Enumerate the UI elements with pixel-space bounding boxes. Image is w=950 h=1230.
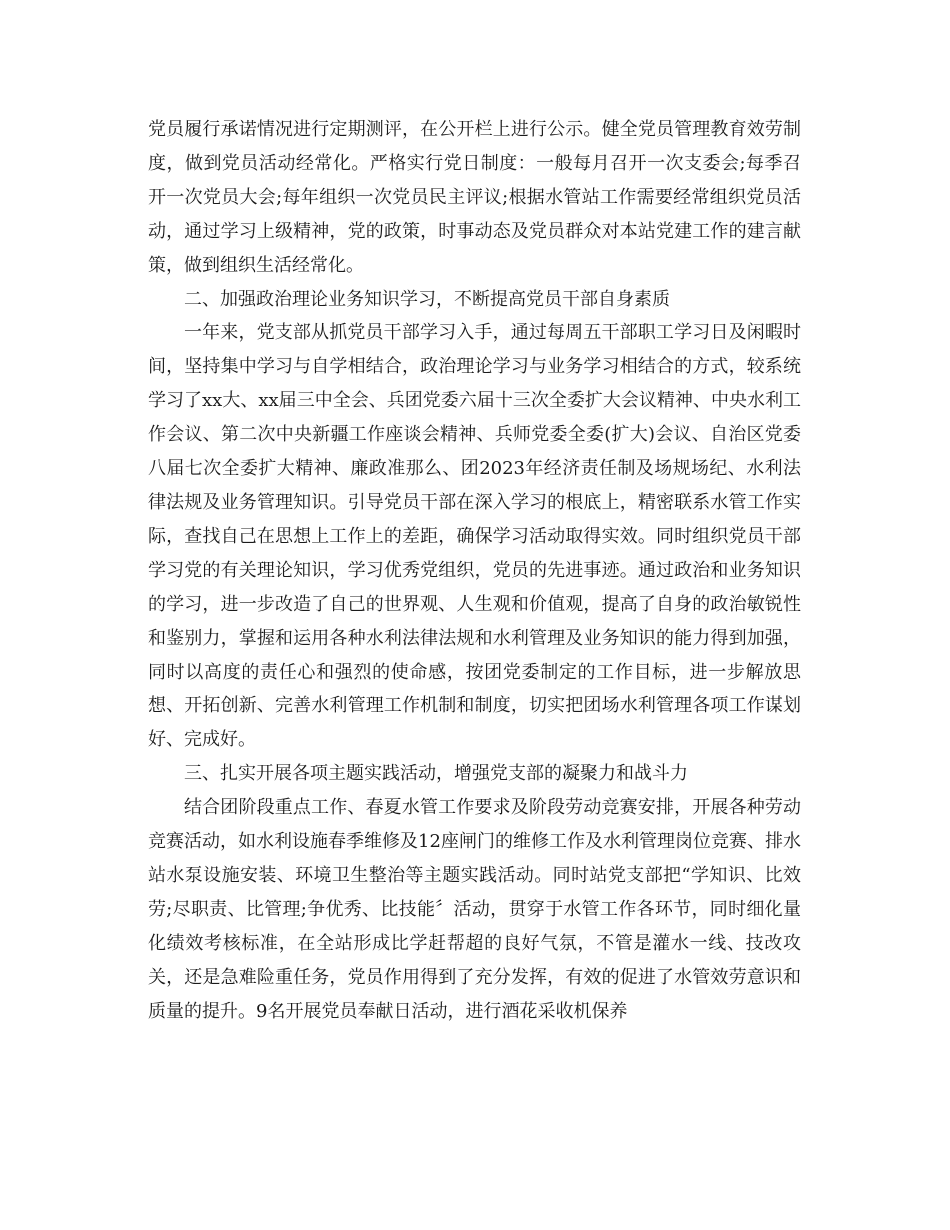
document-body (148, 113, 801, 1028)
paragraph-party-member-system: 党员履行承诺情况进行定期测评，在公开栏上进行公示。健全党员管理教育效劳制度，做到党员活动经常化。严格实行党日制度：一般每月召开一次支委会;每季召开一次党员大会;每年组织一次党员民主评议;根据水管站工作需要经常组织党员活动，通过学习上级精神，党的政策，时事动态及党员群众对本站党建工作的建言献策，做到组织生活经常化。 (148, 119, 801, 276)
paragraph-political-study: 一年来，党支部从抓党员干部学习入手，通过每周五干部职工学习日及闲暇时间，坚持集中学习与自学相结合，政治理论学习与业务学习相结合的方式，较系统学习了xx大、xx届三中全会、兵团党委六届十三次全委扩大会议精神、中央水利工作会议、第二次中央新疆工作座谈会精神、兵师党委全委(扩大)会议、自治区党委八届七次全委扩大精神、廉政准那么、团2023年经济责任制及场规场纪、水利法律法规及业务管理知识。引导党员干部在深入学习的根底上，精密联系水管工作实际，查找自己在思想上工作上的差距，确保学习活动取得实效。同时组织党员干部学习党的有关理论知识，学习优秀党组织，党员的先进事迹。通过政治和业务知识的学习，进一步改造了自己的世界观、人生观和价值观，提高了自身的政治敏锐性和鉴别力，掌握和运用各种水利法律法规和水利管理及业务知识的能力得到加强，同时以高度的责任心和强烈的使命感，按团党委制定的工作目标，进一步解放思想、开拓创新、完善水利管理工作机制和制度，切实把团场水利管理各项工作谋划好、完成好。 (148, 322, 801, 751)
paragraph-practice-activities: 结合团阶段重点工作、春夏水管工作要求及阶段劳动竞赛安排，开展各种劳动竞赛活动，如水利设施春季维修及12座闸门的维修工作及水利管理岗位竞赛、排水站水泵设施安装、环境卫生整治等主题实践活动。同时站党支部把“学知识、比效劳;尽职责、比管理;争优秀、比技能〞活动，贯穿于水管工作各环节，同时细化量化绩效考核标准，在全站形成比学赶帮超的良好气氛，不管是灌水一线、技改攻关，还是急难险重任务，党员作用得到了充分发挥，有效的促进了水管效劳意识和质量的提升。9名开展党员奉献日活动，进行酒花采收机保养 (148, 797, 801, 1022)
section-heading-3: 三、扎实开展各项主题实践活动，增强党支部的凝聚力和战斗力 (184, 763, 688, 785)
section-heading-2: 二、加强政治理论业务知识学习，不断提高党员干部自身素质 (184, 288, 670, 310)
